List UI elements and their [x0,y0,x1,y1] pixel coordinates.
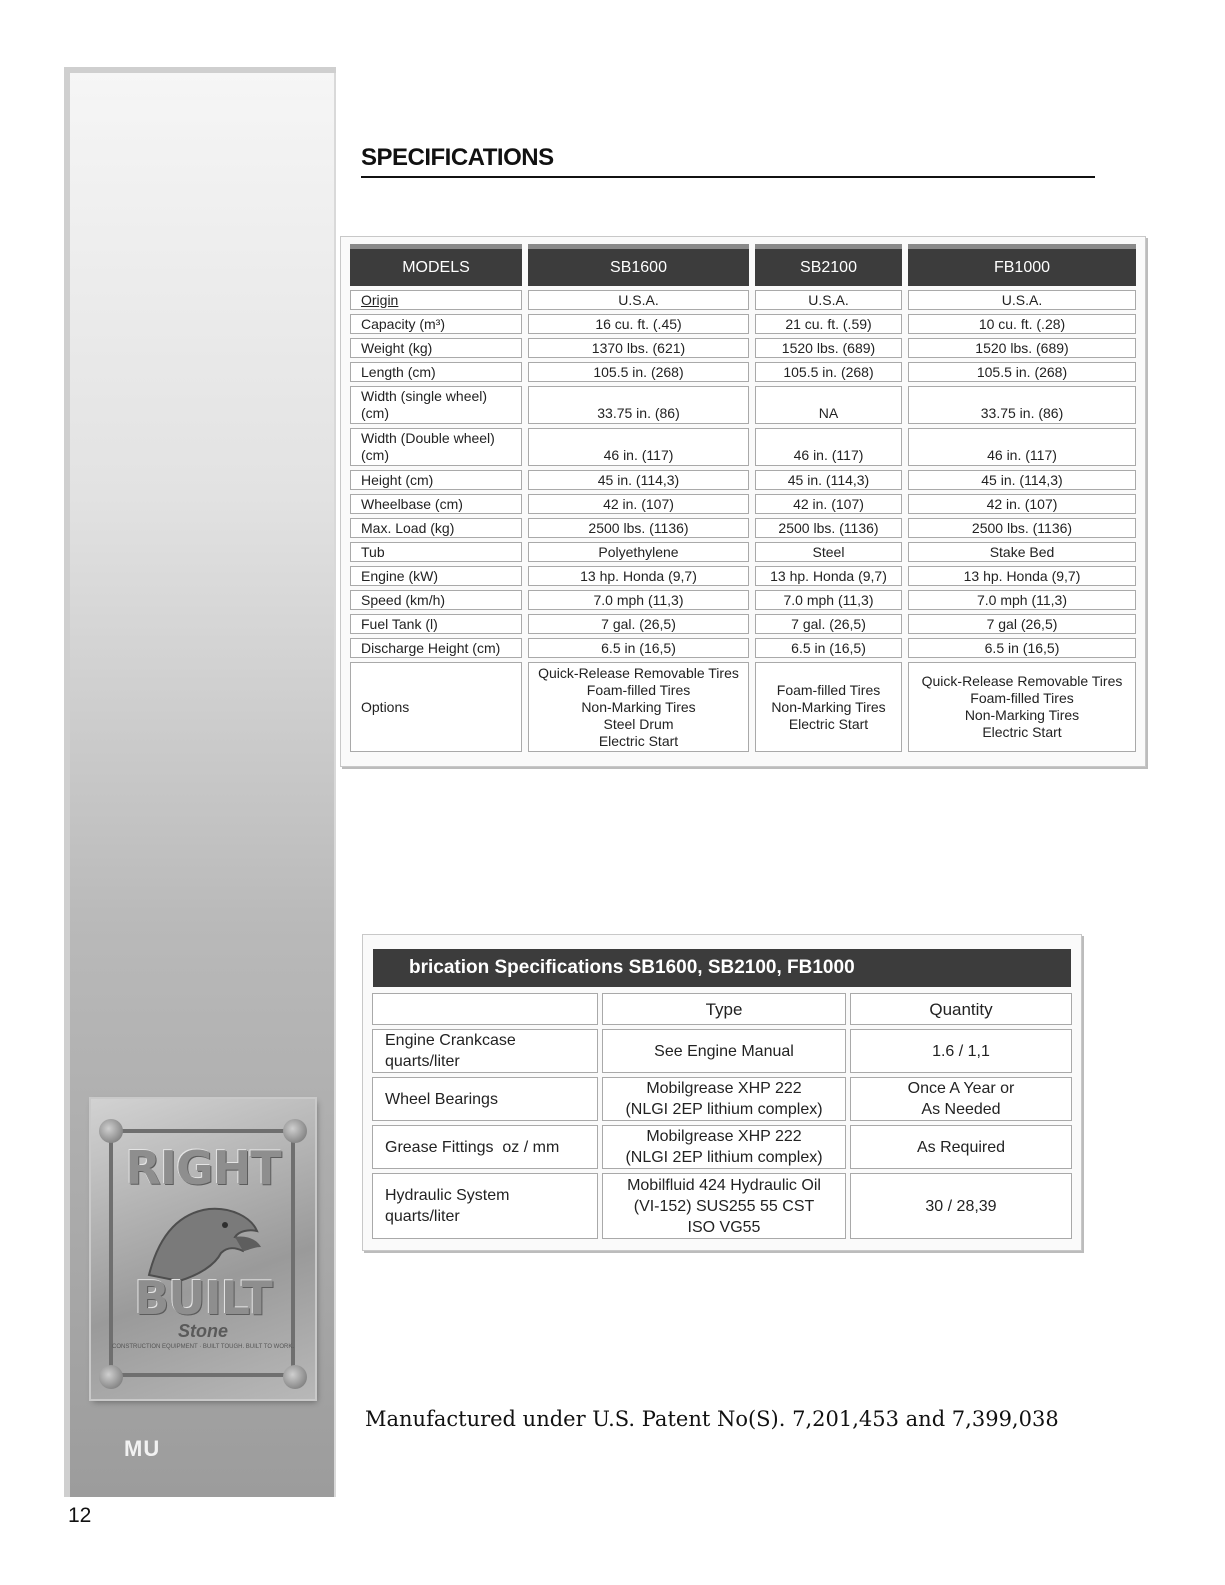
lube-label-line: Hydraulic System [385,1187,510,1204]
lube-quantity-line: As Required [916,1138,1006,1156]
title-divider [361,176,1095,178]
lube-quantity-cell [850,1077,1072,1121]
cell-sb1600: 2500 lbs. (1136) [528,518,749,538]
header-sb2100: SB2100 [755,244,902,286]
lube-type-line: (NLGI 2EP lithium complex) [625,1149,823,1166]
row-label-engine: Engine (kW) [350,566,522,586]
patent-notice: Manufactured under U.S. Patent No(S). 7,201,453 and 7,399,038 [365,1407,1059,1431]
cell-sb1600: 7 gal. (26,5) [528,614,749,634]
lube-type-line: See Engine Manual [654,1042,794,1060]
cell-sb2100: 42 in. (107) [755,494,902,514]
lubrication-title: brication Specifications SB1600, SB2100, FB1000 [373,949,1071,987]
cell-fb1000: 33.75 in. (86) [908,386,1136,424]
cell-sb1600: 13 hp. Honda (9,7) [528,566,749,586]
cell-sb1600: U.S.A. [528,290,749,310]
cell-fb1000: Stake Bed [908,542,1136,562]
header-fb1000: FB1000 [908,244,1136,286]
lube-quantity-line: Once A Year or [907,1080,1015,1097]
lube-type-line: ISO VG55 [687,1218,761,1236]
logo-tagline: CONSTRUCTION EQUIPMENT · BUILT TOUGH. BUILT TO WORK. [111,1344,295,1350]
lube-quantity-line: 30 / 28,39 [925,1197,997,1215]
cell-fb1000: U.S.A. [908,290,1136,310]
option-line: Foam-filled Tires [970,690,1074,706]
cell-fb1000: 6.5 in (16,5) [908,638,1136,658]
cell-sb1600: 46 in. (117) [528,428,749,466]
row-label-options: Options [350,662,522,752]
cell-sb1600: 45 in. (114,3) [528,470,749,490]
cell-sb2100: U.S.A. [755,290,902,310]
lube-label-grease-fittings [372,1125,598,1169]
bolt-icon [99,1119,123,1143]
cell-sb1600: 105.5 in. (268) [528,362,749,382]
lube-header-type: Type [602,993,846,1025]
row-label-fuel-tank: Fuel Tank (l) [350,614,522,634]
lube-label-hydraulic-system [372,1173,598,1239]
row-label-width-double: Width (Double wheel) (cm) [350,428,522,466]
lube-label-line: Wheel Bearings [385,1090,498,1108]
options-sb1600 [528,662,749,752]
right-built-logo [91,1099,315,1399]
header-sb1600: SB1600 [528,244,749,286]
cell-fb1000: 7.0 mph (11,3) [908,590,1136,610]
cell-sb2100: 46 in. (117) [755,428,902,466]
cell-sb2100: 7 gal. (26,5) [755,614,902,634]
row-label-length: Length (cm) [350,362,522,382]
lube-label-wheel-bearings [372,1077,598,1121]
lube-type-cell [602,1125,846,1169]
cell-sb2100: 6.5 in (16,5) [755,638,902,658]
lubrication-table [362,934,1082,1251]
option-line: Non-Marking Tires [964,707,1080,723]
sidebar-label: MU [124,1436,161,1461]
lube-quantity-line: As Needed [921,1101,1001,1118]
cell-sb1600: 42 in. (107) [528,494,749,514]
lube-label-line: Engine Crankcase [385,1032,516,1049]
lube-header-blank [372,993,598,1025]
lube-type-cell [602,1173,846,1239]
cell-fb1000: 10 cu. ft. (.28) [908,314,1136,334]
lube-type-cell [602,1077,846,1121]
lube-quantity-cell [850,1125,1072,1169]
lube-label-line: quarts/liter [385,1053,460,1070]
lube-type-line: Mobilgrease XHP 222 [646,1080,802,1097]
lube-type-cell [602,1029,846,1073]
row-label-speed: Speed (km/h) [350,590,522,610]
cell-sb1600: 33.75 in. (86) [528,386,749,424]
cell-fb1000: 1520 lbs. (689) [908,338,1136,358]
option-line: Steel Drum [603,715,674,732]
row-label-discharge-height: Discharge Height (cm) [350,638,522,658]
bolt-icon [283,1365,307,1389]
row-label-weight: Weight (kg) [350,338,522,358]
option-line: Electric Start [788,715,869,732]
option-line: Foam-filled Tires [586,681,691,698]
cell-sb1600: 6.5 in (16,5) [528,638,749,658]
lube-type-line: (VI-152) SUS255 55 CST [633,1197,815,1215]
page-number: 12 [68,1504,92,1527]
cell-fb1000: 2500 lbs. (1136) [908,518,1136,538]
specifications-table [340,236,1146,767]
option-line: Quick-Release Removable Tires [921,673,1123,689]
cell-sb2100: 21 cu. ft. (.59) [755,314,902,334]
cell-sb2100: 7.0 mph (11,3) [755,590,902,610]
row-label-wheelbase: Wheelbase (cm) [350,494,522,514]
row-label-max-load: Max. Load (kg) [350,518,522,538]
cell-sb1600: 1370 lbs. (621) [528,338,749,358]
cell-fb1000: 13 hp. Honda (9,7) [908,566,1136,586]
cell-fb1000: 45 in. (114,3) [908,470,1136,490]
origin-label-text: Origin [361,291,399,308]
option-line: Quick-Release Removable Tires [538,664,739,681]
cell-sb1600: 7.0 mph (11,3) [528,590,749,610]
bolt-icon [283,1119,307,1143]
cell-sb2100: 2500 lbs. (1136) [755,518,902,538]
lube-quantity-cell [850,1173,1072,1239]
cell-fb1000: 7 gal (26,5) [908,614,1136,634]
option-line: Non-Marking Tires [581,698,696,715]
cell-fb1000: 42 in. (107) [908,494,1136,514]
cell-fb1000: 105.5 in. (268) [908,362,1136,382]
cell-fb1000: 46 in. (117) [908,428,1136,466]
lube-quantity-cell [850,1029,1072,1073]
row-label-width-single: Width (single wheel) (cm) [350,386,522,424]
logo-word-right: RIGHT [125,1141,281,1195]
cell-sb2100: NA [755,386,902,424]
lube-type-line: (NLGI 2EP lithium complex) [625,1101,823,1118]
option-line: Foam-filled Tires [776,681,881,698]
row-label-tub: Tub [350,542,522,562]
lube-quantity-line: 1.6 / 1,1 [932,1042,990,1060]
option-line: Electric Start [982,724,1062,740]
page-title: SPECIFICATIONS [361,144,554,171]
lube-label-line: quarts/liter [385,1208,460,1225]
options-fb1000 [908,662,1136,752]
lube-label-engine-crankcase [372,1029,598,1073]
lube-label-line: Grease Fittings oz / mm [385,1138,560,1156]
lube-type-line: Mobilfluid 424 Hydraulic Oil [627,1176,821,1194]
cell-sb1600: 16 cu. ft. (.45) [528,314,749,334]
cell-sb2100: 105.5 in. (268) [755,362,902,382]
lube-header-quantity: Quantity [850,993,1072,1025]
cell-sb2100: Steel [755,542,902,562]
option-line: Non-Marking Tires [771,698,886,715]
cell-sb1600: Polyethylene [528,542,749,562]
option-line: Electric Start [598,732,679,749]
cell-sb2100: 45 in. (114,3) [755,470,902,490]
row-label-capacity: Capacity (m³) [350,314,522,334]
header-models: MODELS [350,244,522,286]
cell-sb2100: 13 hp. Honda (9,7) [755,566,902,586]
logo-brand: Stone [177,1321,228,1341]
logo-word-built: BUILT [134,1271,272,1325]
row-label-height: Height (cm) [350,470,522,490]
cell-sb2100: 1520 lbs. (689) [755,338,902,358]
lube-type-line: Mobilgrease XHP 222 [646,1128,802,1145]
options-sb2100 [755,662,902,752]
row-label-origin [350,290,522,310]
bolt-icon [99,1365,123,1389]
